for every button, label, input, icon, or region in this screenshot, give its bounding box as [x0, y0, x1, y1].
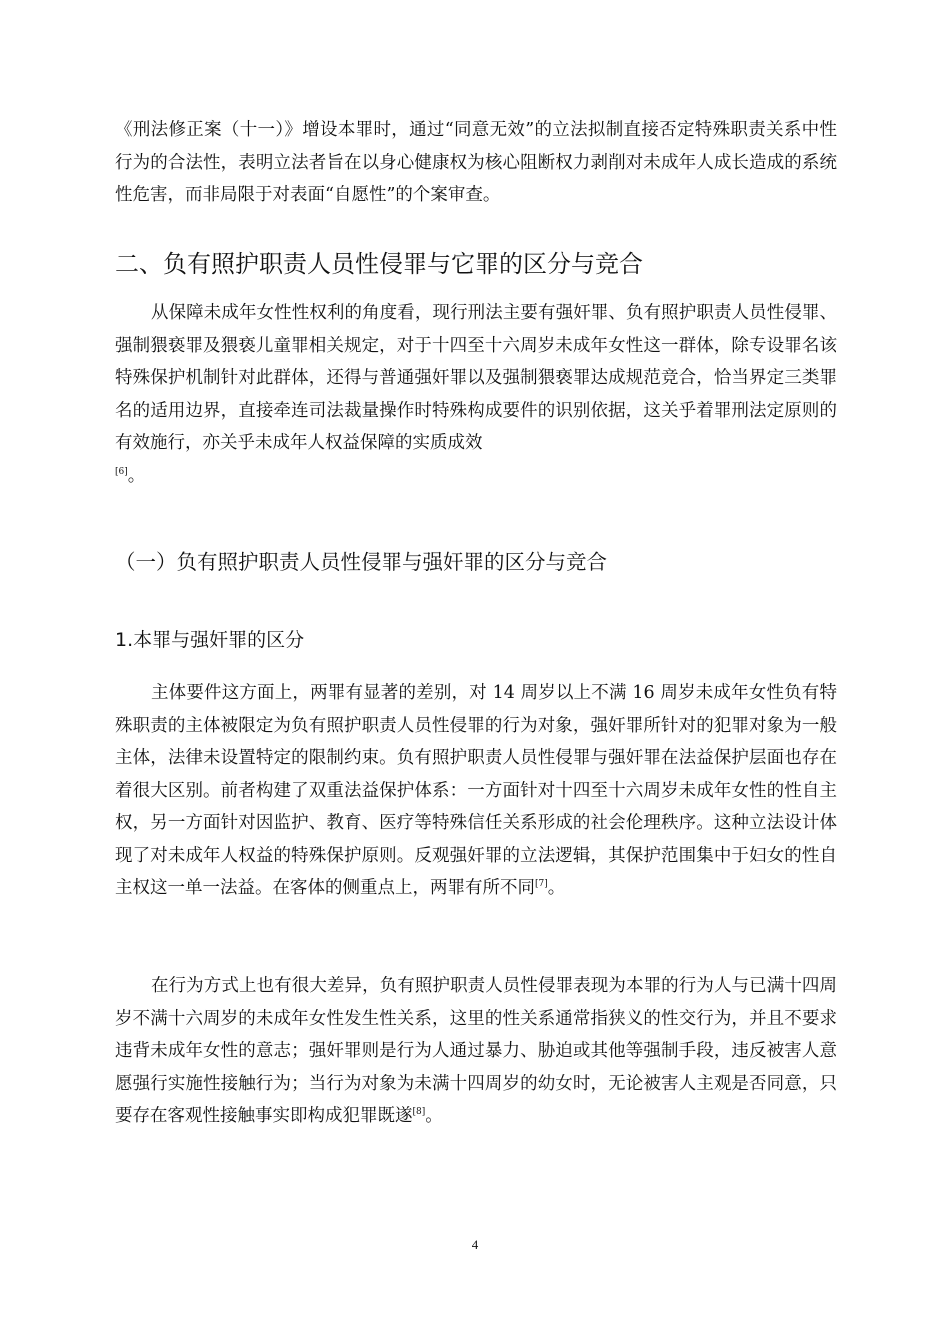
subsubsection-heading: 1.本罪与强奸罪的区分 — [115, 629, 305, 651]
paragraph-intro — [115, 297, 837, 492]
paragraph-conduct — [115, 970, 837, 1133]
paragraph-subject — [115, 677, 837, 905]
citation-ref: [6] — [115, 466, 128, 477]
page-number: 4 — [471, 1237, 479, 1252]
paragraph-end: 。 — [547, 878, 566, 898]
paragraph-continued — [115, 114, 837, 212]
paragraph-end: 。 — [425, 1106, 443, 1126]
paragraph-end: 。 — [127, 465, 146, 486]
citation-ref: [8] — [412, 1107, 426, 1117]
paragraph-text: 从保障未成年女性性权利的角度看，现行刑法主要有强奸罪、负有照护职责人员性侵罪、强制猥亵罪及猥亵儿童罪相关规定，对于十四至十六周岁未成年女性这一群体，除专设罪名该特殊保护机制针对此群体，还得与普通强奸罪以及强制猥亵罪达成规范竞合，恰当界定三类罪名的适用边界，直接牵连司法裁量操作时特殊构成要件的识别依据，这关乎着罪刑法定原则的有效施行，亦关乎未成年人权益保障的实质成效 — [115, 303, 837, 453]
subsection-heading: （一）负有照护职责人员性侵罪与强奸罪的区分与竞合 — [115, 550, 607, 574]
paragraph-text: 《刑法修正案（十一）》增设本罪时，通过“同意无效”的立法拟制直接否定特殊职责关系中性行为的合法性，表明立法者旨在以身心健康权为核心阻断权力剥削对未成年人成长造成的系统性危害，而非局限于对表面“自愿性”的个案审查。 — [115, 120, 837, 205]
paragraph-text: 主体要件这方面上，两罪有显著的差别，对 14 周岁以上不满 16 周岁未成年女性负有特殊职责的主体被限定为负有照护职责人员性侵罪的行为对象，强奸罪所针对的犯罪对象为一般主体，法律未设置特定的限制约束。负有照护职责人员性侵罪与强奸罪在法益保护层面也存在着很大区别。前者构建了双重法益保护体系：一方面针对十四至十六周岁未成年女性的性自主权，另一方面针对因监护、教育、医疗等特殊信任关系形成的社会伦理秩序。这种立法设计体现了对未成年人权益的特殊保护原则。反观强奸罪的立法逻辑，其保护范围集中于妇女的性自主权这一单一法益。在客体的侧重点上，两罪有所不同 — [115, 683, 837, 898]
citation-ref: [7] — [535, 879, 548, 889]
section-heading: 二、负有照护职责人员性侵罪与它罪的区分与竞合 — [115, 250, 643, 278]
paragraph-text: 在行为方式上也有很大差异，负有照护职责人员性侵罪表现为本罪的行为人与已满十四周岁不满十六周岁的未成年女性发生性关系，这里的性关系通常指狭义的性交行为，并且不要求违背未成年女性的意志；强奸罪则是行为人通过暴力、胁迫或其他等强制手段，违反被害人意愿强行实施性接触行为；当行为对象为未满十四周岁的幼女时，无论被害人主观是否同意，只要存在客观性接触事实即构成犯罪既遂 — [115, 976, 837, 1126]
